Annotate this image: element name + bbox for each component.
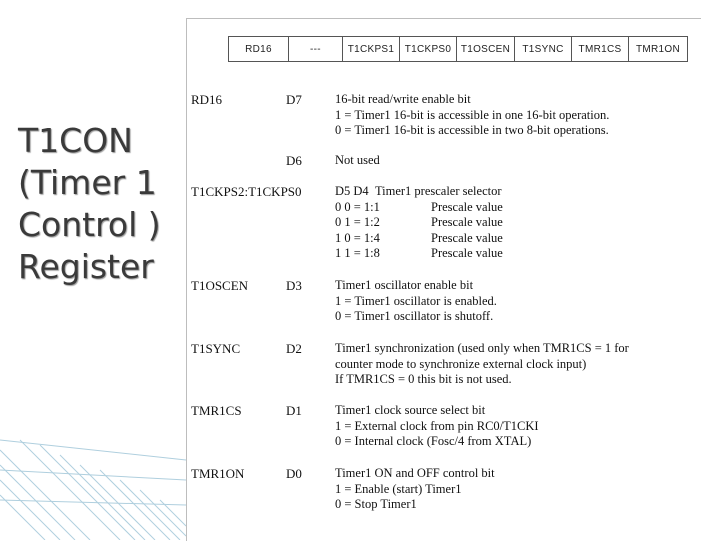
register-bit-cell: T1CKPS1 xyxy=(343,37,400,61)
field-bit: D5 D4 xyxy=(335,184,369,198)
register-bit-map xyxy=(228,36,688,62)
register-bit-cell: T1OSCEN xyxy=(457,37,515,61)
field-name: RD16 xyxy=(191,92,223,107)
description-line: 16-bit read/write enable bit xyxy=(335,92,471,106)
register-bit-cell: RD16 xyxy=(229,37,289,61)
prescale-label: Prescale value xyxy=(431,246,503,260)
description-line: Timer1 clock source select bit xyxy=(335,403,486,417)
field-description xyxy=(335,403,539,450)
field-bit: D3 xyxy=(286,278,302,293)
field-name: T1SYNC xyxy=(191,341,241,356)
field-description xyxy=(335,184,503,262)
prescale-bits: 0 0 = 1:1 xyxy=(335,199,380,214)
register-bit-cell: --- xyxy=(289,37,343,61)
description-line: 1 = Timer1 16-bit is accessible in one 16-bit operation. xyxy=(335,107,610,122)
register-bit-cell: T1CKPS0 xyxy=(400,37,457,61)
description-line: 1 = Timer1 oscillator is enabled. xyxy=(335,293,497,308)
description-line: counter mode to synchronize external clock input) xyxy=(335,356,587,371)
prescale-bits: 1 0 = 1:4 xyxy=(335,230,380,245)
description-line: 0 = Stop Timer1 xyxy=(335,497,417,511)
prescale-row xyxy=(335,246,503,262)
description-line: 0 = Timer1 oscillator is shutoff. xyxy=(335,309,494,323)
field-description xyxy=(335,92,609,139)
slide-title-line: T1CON xyxy=(18,121,133,160)
register-bit-cell: TMR1ON xyxy=(635,43,681,55)
description-line: Timer1 synchronization (used only when TMR1CS = 1 for xyxy=(335,341,629,355)
slide-title-line: (Timer 1 xyxy=(18,163,157,202)
prescale-bits: 0 1 = 1:2 xyxy=(335,215,380,229)
field-bit: D6 xyxy=(286,153,302,168)
description-line: If TMR1CS = 0 this bit is not used. xyxy=(335,372,512,386)
field-bit: D1 xyxy=(286,403,302,418)
field-description xyxy=(335,153,380,169)
description-line: Timer1 ON and OFF control bit xyxy=(335,466,495,480)
register-bit-cell: TMR1CS xyxy=(572,37,629,61)
prescale-label: Prescale value xyxy=(431,230,503,245)
prescale-row xyxy=(335,231,503,247)
field-name: TMR1ON xyxy=(191,466,245,481)
prescale-label: Prescale value xyxy=(431,215,503,229)
description-line: 1 = External clock from pin RC0/T1CKI xyxy=(335,418,539,433)
prescale-label: Prescale value xyxy=(431,199,503,214)
register-bit-cell: T1SYNC xyxy=(515,37,572,61)
description-line: Timer1 prescaler selector xyxy=(374,184,502,198)
slide-title-line: Register xyxy=(18,247,154,286)
prescale-row xyxy=(335,215,503,231)
description-line: Not used xyxy=(335,153,380,167)
field-description xyxy=(335,341,629,388)
field-name: T1OSCEN xyxy=(191,278,249,293)
slide-title xyxy=(18,120,178,288)
field-name: T1CKPS2:T1CKPS0 xyxy=(191,184,302,199)
prescale-row xyxy=(335,200,503,216)
slide-title-line: Control ) xyxy=(18,205,161,244)
description-line: 1 = Enable (start) Timer1 xyxy=(335,481,462,496)
description-line: 0 = Timer1 16-bit is accessible in two 8-bit operations. xyxy=(335,123,609,137)
description-line: 0 = Internal clock (Fosc/4 from XTAL) xyxy=(335,434,532,448)
field-bit: D2 xyxy=(286,341,302,356)
description-line: Timer1 oscillator enable bit xyxy=(335,278,474,292)
field-bit: D0 xyxy=(286,466,302,481)
field-bit: D7 xyxy=(286,92,302,107)
prescale-bits: 1 1 = 1:8 xyxy=(335,246,380,260)
field-description xyxy=(335,466,495,513)
field-description xyxy=(335,278,497,325)
field-name: TMR1CS xyxy=(191,403,242,418)
